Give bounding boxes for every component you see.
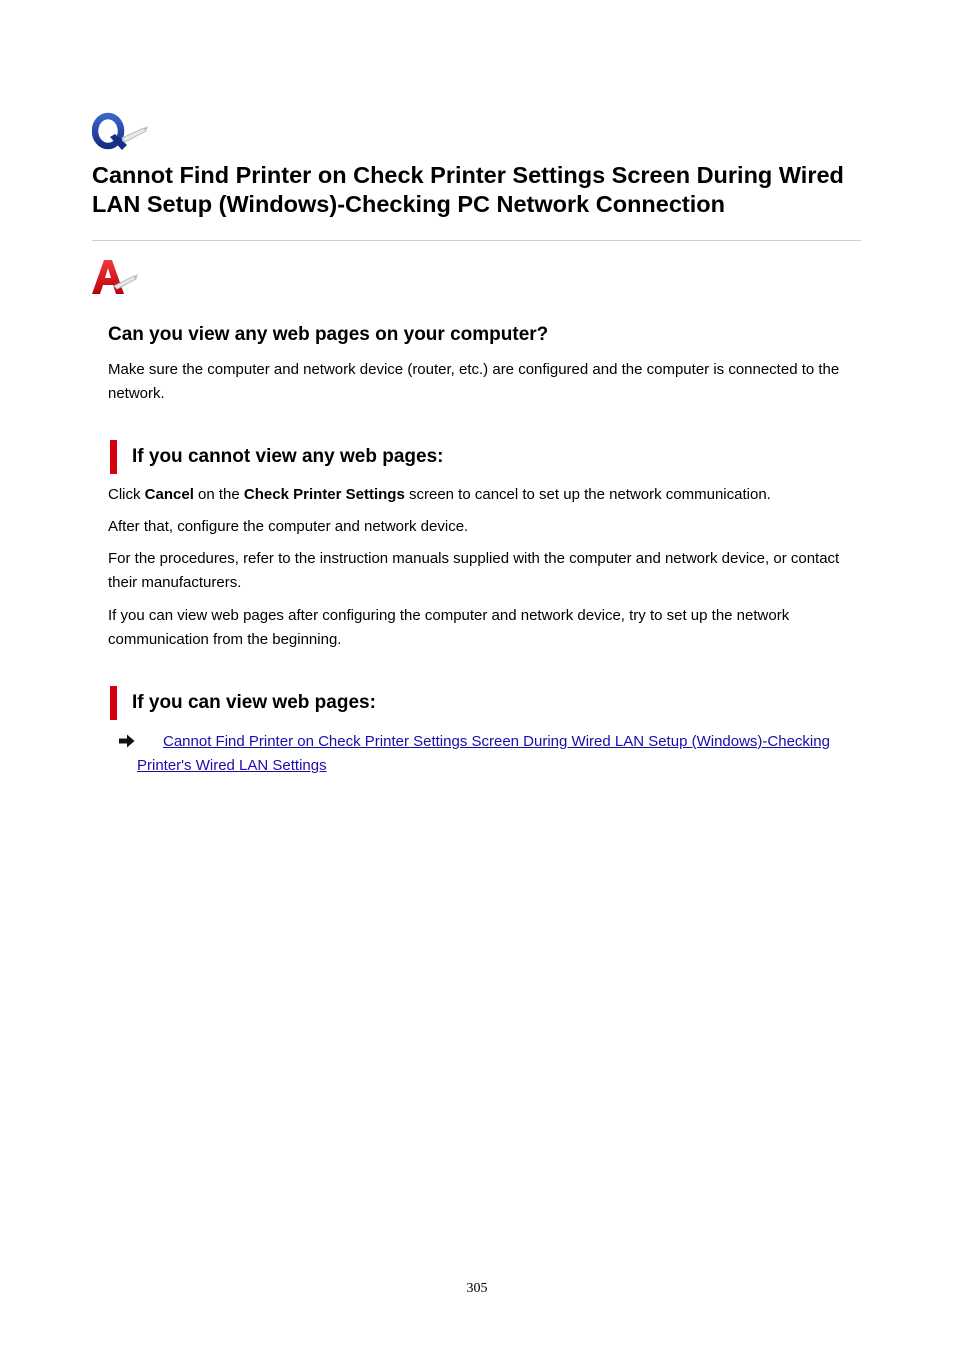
related-link-row <box>119 730 864 778</box>
question-q-icon <box>92 112 152 154</box>
configure-paragraph: After that, configure the computer and network device. <box>108 518 469 535</box>
intro-paragraph: Make sure the computer and network device (router, etc.) are configured and the computer is connected to the network. <box>108 361 840 402</box>
link-checking-printer-wired-lan-settings[interactable]: Cannot Find Printer on Check Printer Settings Screen During Wired LAN Setup (Windows)-Checking Printer's Wired LAN Settings <box>137 733 830 774</box>
section-heading-view-web-pages: Can you view any web pages on your computer? <box>108 324 549 345</box>
subheading-cannot-view-text: If you cannot view any web pages: <box>132 446 444 467</box>
cancel-term: Cancel <box>144 486 194 503</box>
page-number: 305 <box>466 1281 488 1296</box>
divider <box>92 240 861 241</box>
text-screen-rest: screen to cancel to set up the network communication. <box>404 486 771 503</box>
red-accent-bar <box>110 686 117 720</box>
text-on-the: on the <box>193 486 244 503</box>
retry-paragraph: If you can view web pages after configuring the computer and network device, try to set up the network communication from the beginning. <box>108 607 790 648</box>
page-title: Cannot Find Printer on Check Printer Settings Screen During Wired LAN Setup (Windows)-Checking PC Network Connection <box>92 162 844 217</box>
answer-a-icon <box>92 258 142 298</box>
red-accent-bar <box>110 440 117 474</box>
right-arrow-icon <box>119 734 135 748</box>
check-printer-settings-term: Check Printer Settings <box>243 486 405 503</box>
cancel-instruction-paragraph <box>108 483 858 507</box>
procedures-paragraph: For the procedures, refer to the instruction manuals supplied with the computer and network device, or contact their manufacturers. <box>108 550 840 591</box>
text-click: Click <box>108 486 145 503</box>
subheading-can-view-text: If you can view web pages: <box>132 692 376 713</box>
